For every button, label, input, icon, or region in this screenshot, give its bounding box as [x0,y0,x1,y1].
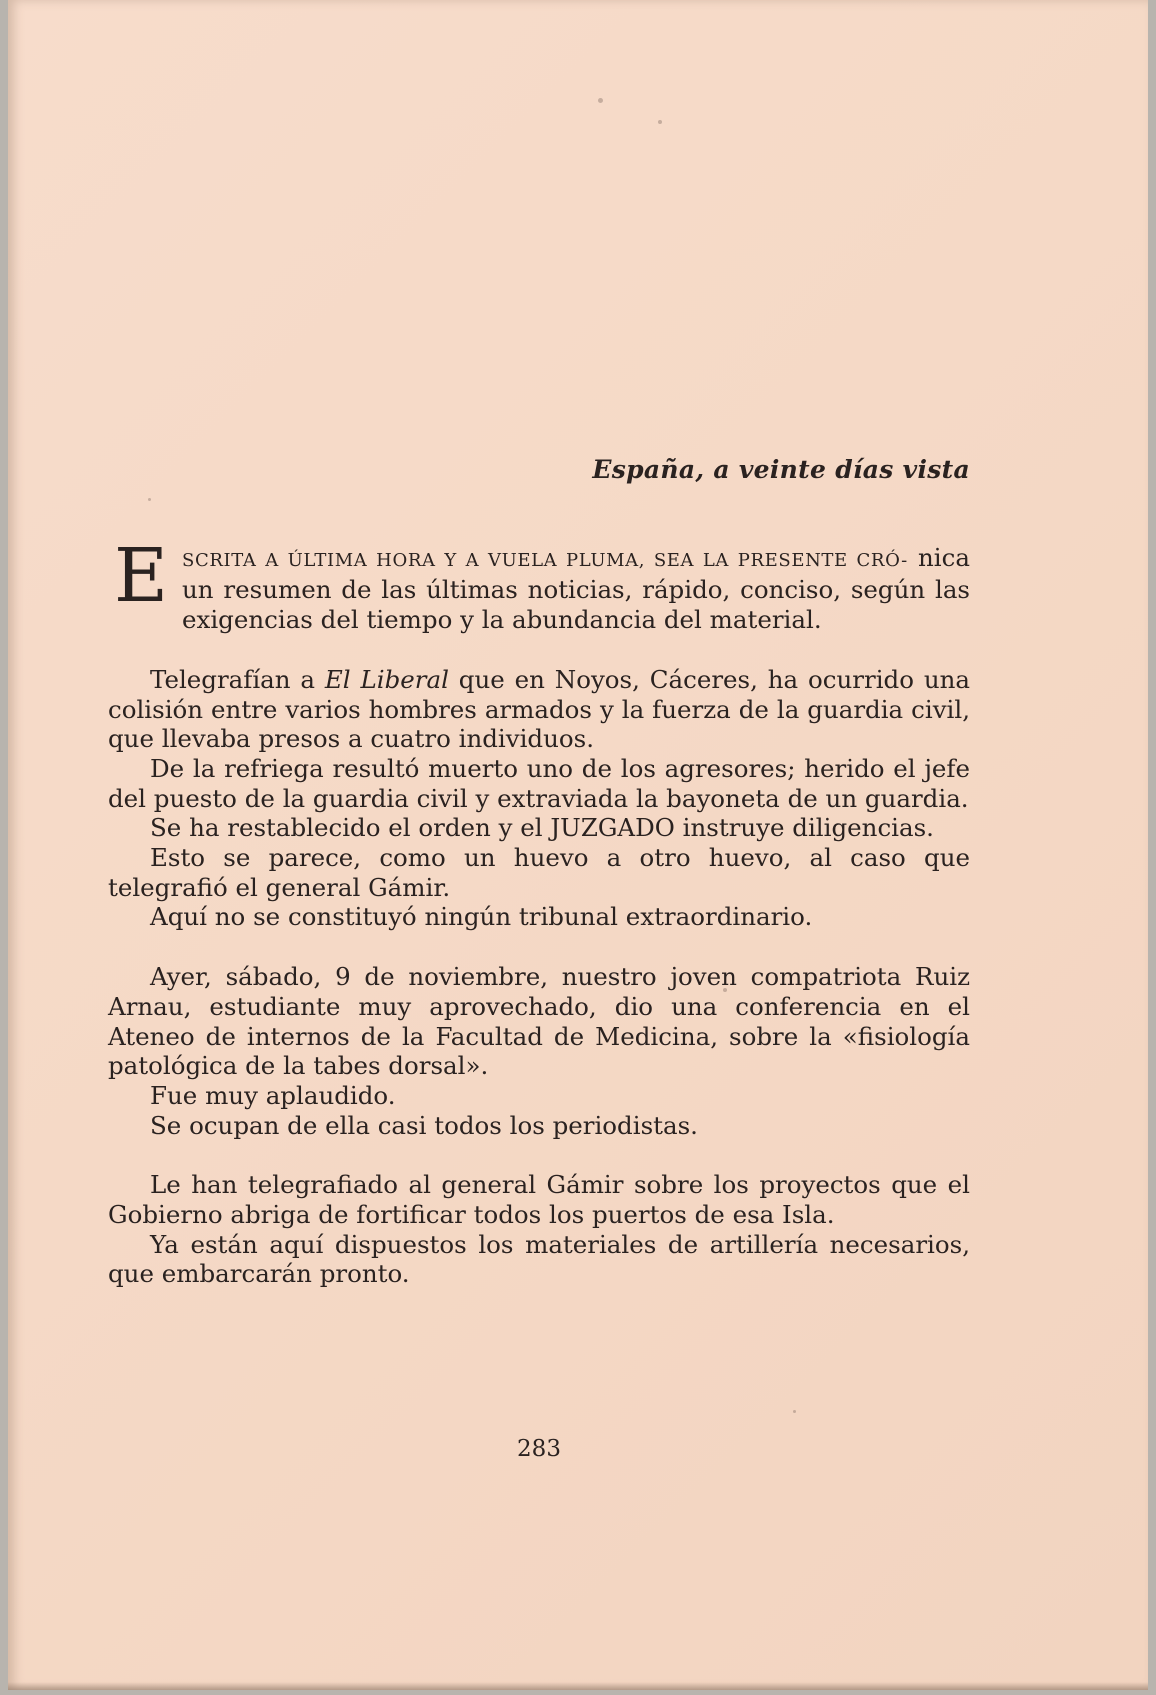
paper-speck [793,1410,796,1413]
news-section-3 [108,1170,970,1289]
book-page [8,0,1148,1690]
newspaper-name: El Liberal [324,664,449,694]
paragraph-text: Telegrafían a [150,664,325,694]
chapter-title: España, a veinte días vista [592,455,970,484]
paragraph: Aquí no se constituyó ningún tribunal extraordinario. [150,902,813,932]
paragraph: Ayer, sábado, 9 de noviembre, nuestro joven compatriota Ruiz Arnau, estudiante muy aprovechado, dio una conferencia en el Ateneo de internos de la Facultad de Medicina, sobre la «fisiología patológica de la tabes dorsal». [108,962,970,1081]
paragraph [108,665,970,754]
paper-speck [598,98,603,103]
paragraph: De la refriega resultó muerto uno de los agresores; herido el jefe del puesto de la guardia civil y extraviada la bayoneta de un guardia. [108,753,970,813]
paragraph: Fue muy aplaudido. [150,1080,396,1110]
drop-cap: E [114,532,169,619]
paragraph: Ya están aquí dispuestos los materiales de artillería necesarios, que embarcarán pronto. [108,1229,970,1289]
page-number: 283 [517,1436,561,1462]
opening-smallcaps: SCRITA A ÚLTIMA HORA Y A VUELA PLUMA, SEA LA PRESENTE CRÓ- [182,549,908,571]
text-column [108,455,970,1462]
opening-text: nica un resumen de las últimas noticias, rápido, conciso, según las exigencias del tiempo y la abundancia del material. [182,542,970,635]
paragraph: Esto se parece, como un huevo a otro huevo, al caso que telegrafió el general Gámir. [108,843,970,902]
news-section-2 [108,962,970,1140]
paragraph: Se ha restablecido el orden y el JUZGADO instruye diligencias. [150,813,934,843]
paper-speck [658,120,662,124]
paragraph: Le han telegrafiado al general Gámir sobre los proyectos que el Gobierno abriga de fortificar todos los puertos de esa Isla. [108,1170,970,1230]
opening-paragraph [108,532,970,635]
paragraph: Se ocupan de ella casi todos los periodistas. [150,1110,698,1140]
news-section-1 [108,665,970,932]
paragraph-text: que en Noyos, Cáceres, ha ocurrido una colisión entre varios hombres armados y la fuerza de la guardia civil, que llevaba presos a cuatro individuos. [108,664,970,754]
